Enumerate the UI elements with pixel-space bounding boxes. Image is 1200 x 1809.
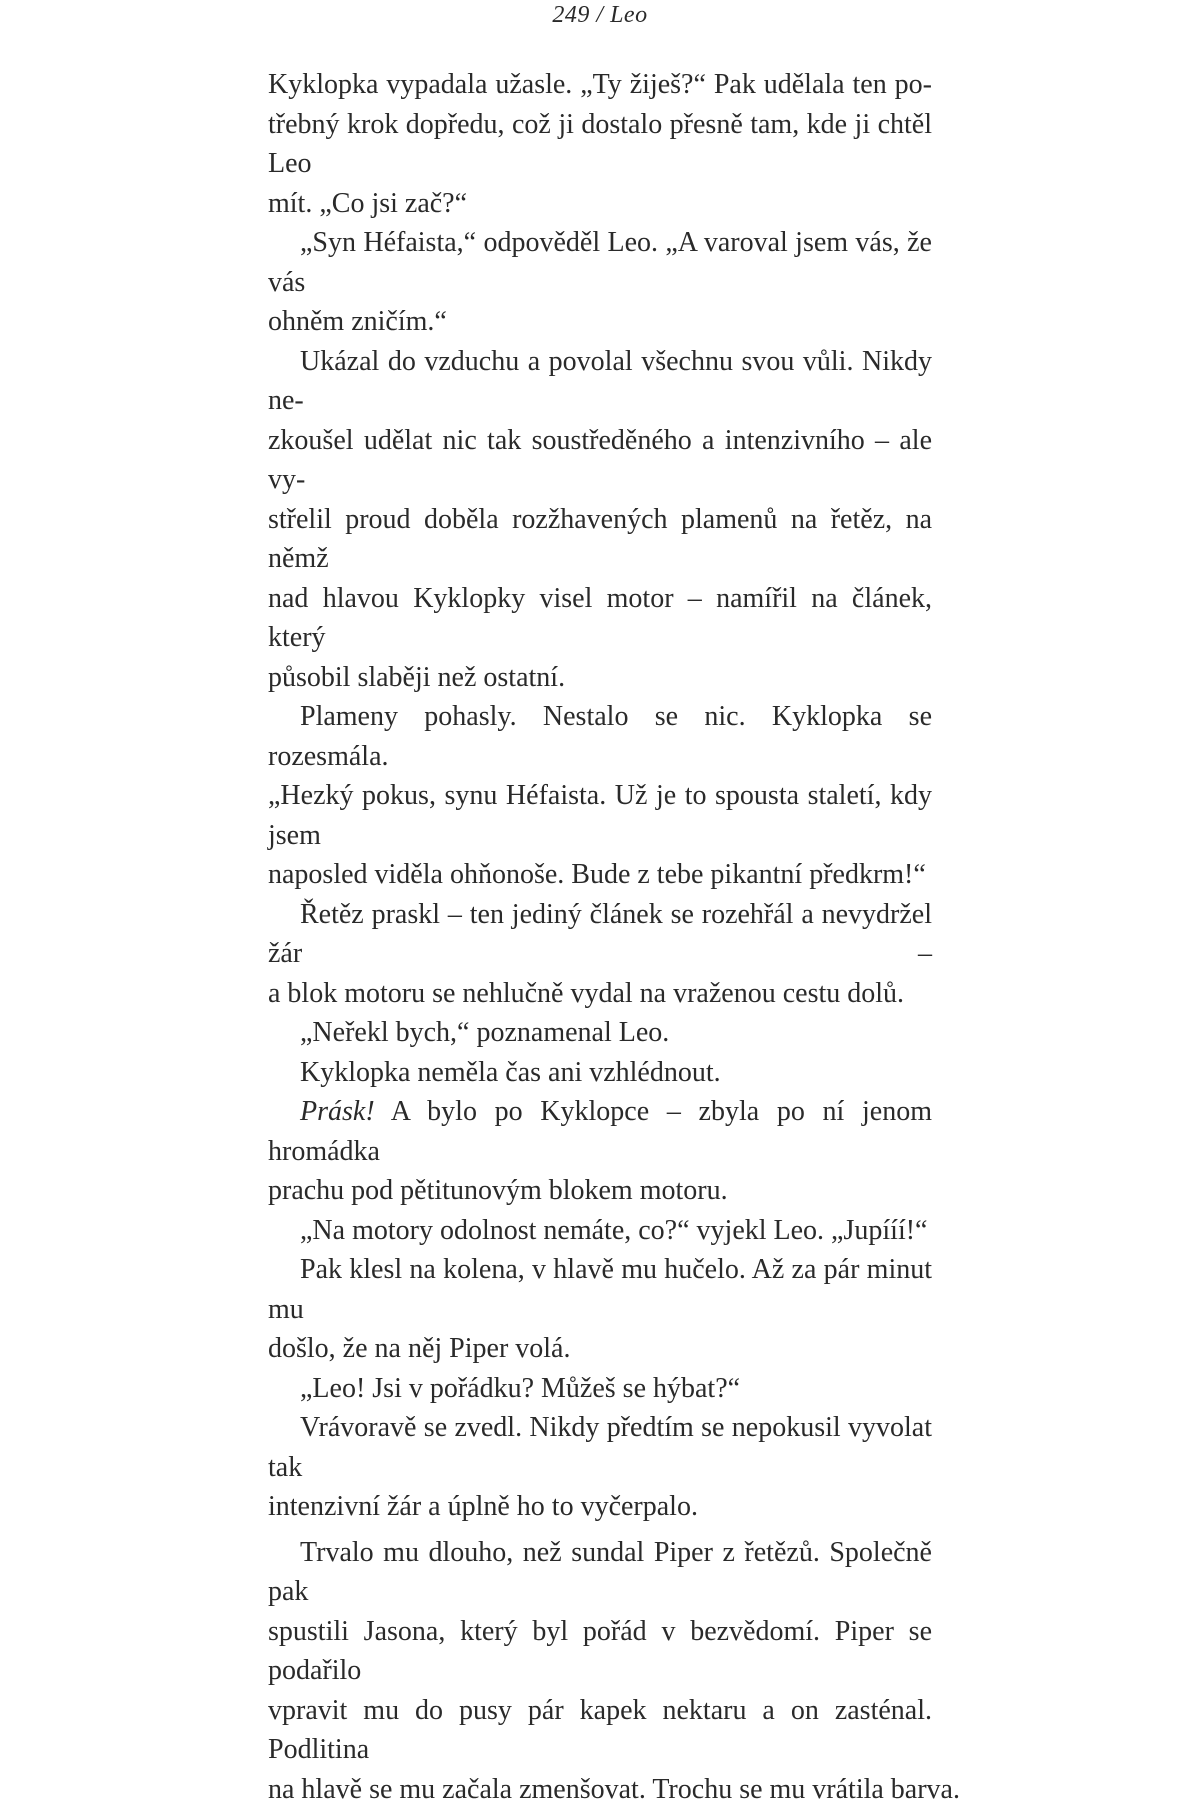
text-line: Řetěz praskl – ten jediný článek se rozehřál a nevydržel žár –: [268, 895, 932, 974]
paragraph: [268, 1533, 932, 1809]
text-line: Plameny pohasly. Nestalo se nic. Kyklopka se rozesmála.: [268, 697, 932, 776]
text-line: „Leo! Jsi v pořádku? Můžeš se hýbat?“: [268, 1369, 932, 1409]
text-line: naposled viděla ohňonoše. Bude z tebe pikantní předkrm!“: [268, 855, 932, 895]
text-line: Kyklopka vypadala užasle. „Ty žiješ?“ Pak udělala ten po-: [268, 65, 932, 105]
paragraph: [268, 1408, 932, 1527]
text-line: působil slaběji než ostatní.: [268, 658, 932, 698]
paragraph: [268, 1250, 932, 1369]
text-line: a blok motoru se nehlučně vydal na vraženou cestu dolů.: [268, 974, 932, 1014]
text-line: nad hlavou Kyklopky visel motor – namířil na článek, který: [268, 579, 932, 658]
text-line: Kyklopka neměla čas ani vzhlédnout.: [268, 1053, 932, 1093]
paragraph: [268, 1369, 932, 1409]
text-line: intenzivní žár a úplně ho to vyčerpalo.: [268, 1487, 932, 1527]
text-line: třebný krok dopředu, což ji dostalo přesně tam, kde ji chtěl Leo: [268, 105, 932, 184]
italic-interjection: Prásk!: [300, 1096, 375, 1127]
running-head: 249 / Leo: [0, 0, 1200, 30]
text-line: vpravit mu do pusy pár kapek nektaru a on zasténal. Podlitina: [268, 1691, 932, 1770]
text-line: Pak klesl na kolena, v hlavě mu hučelo. Až za pár minut mu: [268, 1250, 932, 1329]
body-text: [268, 65, 932, 1809]
paragraph: [268, 65, 932, 223]
text-line: Vrávoravě se zvedl. Nikdy předtím se nepokusil vyvolat tak: [268, 1408, 932, 1487]
line-text: A bylo po Kyklopce – zbyla po ní jenom hromádka: [268, 1096, 932, 1167]
paragraph: [268, 1211, 932, 1251]
text-line: spustili Jasona, který byl pořád v bezvědomí. Piper se podařilo: [268, 1612, 932, 1691]
text-line: zkoušel udělat nic tak soustředěného a intenzivního – ale vy-: [268, 421, 932, 500]
paragraph: [268, 223, 932, 342]
paragraph: [268, 1013, 932, 1053]
text-line: střelil proud doběla rozžhavených plamenů na řetěz, na němž: [268, 500, 932, 579]
text-line: Trvalo mu dlouho, než sundal Piper z řetězů. Společně pak: [268, 1533, 932, 1612]
paragraph: [268, 895, 932, 1014]
text-line: Ukázal do vzduchu a povolal všechnu svou vůli. Nikdy ne-: [268, 342, 932, 421]
text-line: „Na motory odolnost nemáte, co?“ vyjekl Leo. „Jupííí!“: [268, 1211, 932, 1251]
paragraph: [268, 697, 932, 895]
text-line: „Neřekl bych,“ poznamenal Leo.: [268, 1013, 932, 1053]
paragraph: [268, 1092, 932, 1211]
text-line: [268, 1092, 932, 1171]
paragraph: [268, 342, 932, 698]
paragraph: [268, 1053, 932, 1093]
text-line: mít. „Co jsi zač?“: [268, 184, 932, 224]
text-line: „Syn Héfaista,“ odpověděl Leo. „A varoval jsem vás, že vás: [268, 223, 932, 302]
text-line: prachu pod pětitunovým blokem motoru.: [268, 1171, 932, 1211]
text-line: „Hezký pokus, synu Héfaista. Už je to spousta staletí, kdy jsem: [268, 776, 932, 855]
text-line: ohněm zničím.“: [268, 302, 932, 342]
text-line: došlo, že na něj Piper volá.: [268, 1329, 932, 1369]
text-line: na hlavě se mu začala zmenšovat. Trochu se mu vrátila barva.: [268, 1770, 932, 1809]
